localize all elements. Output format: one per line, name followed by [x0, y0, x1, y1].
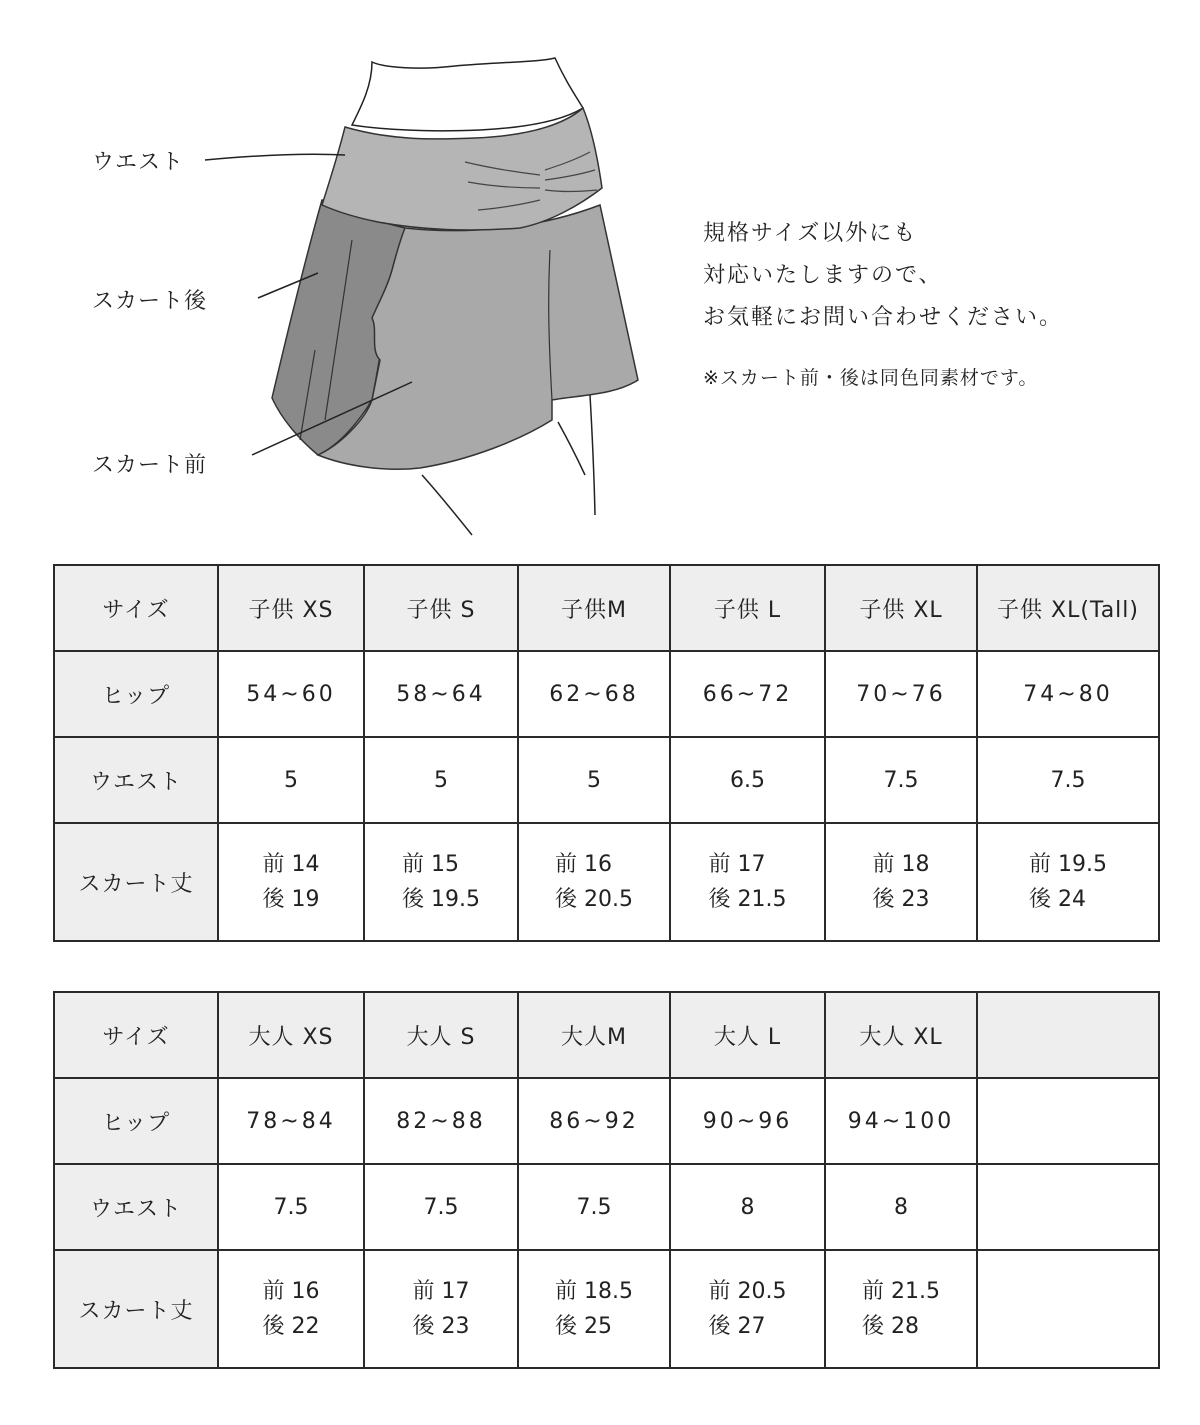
front-length: 前 18.5	[555, 1279, 633, 1304]
waist-cell: 5	[364, 737, 518, 823]
waist-leader-line	[205, 154, 345, 160]
row-label-skirt-length: スカート丈	[54, 1250, 218, 1368]
front-length: 前 20.5	[708, 1279, 787, 1304]
row-label-waist: ウエスト	[54, 1164, 218, 1250]
front-length: 前 19.5	[1029, 852, 1107, 877]
hip-cell: 86~92	[518, 1078, 670, 1164]
length-cell	[218, 823, 364, 941]
length-cell	[977, 1250, 1159, 1368]
front-length: 前 17	[412, 1279, 470, 1304]
same-material-note: ※スカート前・後は同色同素材です。	[703, 367, 1039, 389]
length-cell	[518, 823, 670, 941]
torso-outline	[352, 58, 583, 131]
waist-cell: 7.5	[218, 1164, 364, 1250]
row-label-waist: ウエスト	[54, 737, 218, 823]
back-length: 後 27	[708, 1314, 766, 1339]
leg-right	[558, 422, 585, 475]
waist-cell	[977, 1164, 1159, 1250]
hip-cell: 74~80	[977, 651, 1159, 737]
hip-cell: 58~64	[364, 651, 518, 737]
length-cell	[670, 823, 825, 941]
back-length: 後 25	[555, 1314, 612, 1339]
back-length: 後 23	[412, 1314, 470, 1339]
length-cell	[825, 823, 977, 941]
front-length: 前 17	[708, 852, 766, 877]
waist-cell: 6.5	[670, 737, 825, 823]
row-label-hip: ヒップ	[54, 1078, 218, 1164]
hip-cell: 70~76	[825, 651, 977, 737]
length-cell	[977, 823, 1159, 941]
back-length: 後 23	[872, 887, 930, 912]
waist-cell: 8	[670, 1164, 825, 1250]
skirt-front-callout: スカート前	[92, 453, 208, 478]
hip-cell: 78~84	[218, 1078, 364, 1164]
front-length: 前 16	[262, 1279, 320, 1304]
kids-size-table	[53, 564, 1160, 942]
waist-cell: 5	[218, 737, 364, 823]
table-row	[54, 651, 1159, 737]
row-label-skirt-length: スカート丈	[54, 823, 218, 941]
waist-cell: 8	[825, 1164, 977, 1250]
size-cell: 大人 L	[670, 992, 825, 1078]
size-cell: 大人M	[518, 992, 670, 1078]
waist-cell: 7.5	[518, 1164, 670, 1250]
note-line: 規格サイズ以外にも	[703, 221, 918, 246]
front-length: 前 21.5	[862, 1279, 940, 1304]
front-length: 前 18	[872, 852, 930, 877]
note-line: 対応いたしますので、	[703, 263, 943, 288]
size-cell: 子供 XL	[825, 565, 977, 651]
waist-cell: 7.5	[364, 1164, 518, 1250]
hip-cell: 90~96	[670, 1078, 825, 1164]
size-cell: 子供 XL(Tall)	[977, 565, 1159, 651]
size-cell: 子供 XS	[218, 565, 364, 651]
table-row	[54, 1250, 1159, 1368]
table-row	[54, 565, 1159, 651]
back-length: 後 28	[862, 1314, 919, 1339]
hip-cell: 82~88	[364, 1078, 518, 1164]
size-cell: 大人 XS	[218, 992, 364, 1078]
leg-left	[422, 475, 472, 535]
hip-cell: 54~60	[218, 651, 364, 737]
back-length: 後 19	[262, 887, 320, 912]
adults-size-table	[53, 991, 1160, 1369]
hip-cell: 94~100	[825, 1078, 977, 1164]
hip-cell	[977, 1078, 1159, 1164]
length-cell	[825, 1250, 977, 1368]
waist-cell: 7.5	[977, 737, 1159, 823]
row-label-size: サイズ	[54, 565, 218, 651]
back-length: 後 21.5	[708, 887, 787, 912]
note-line: お気軽にお問い合わせください。	[703, 305, 1064, 330]
length-cell	[218, 1250, 364, 1368]
front-length: 前 16	[555, 852, 612, 877]
hip-cell: 62~68	[518, 651, 670, 737]
custom-size-note	[703, 213, 1063, 399]
back-length: 後 20.5	[555, 887, 633, 912]
size-cell	[977, 992, 1159, 1078]
size-cell: 子供 S	[364, 565, 518, 651]
hip-cell: 66~72	[670, 651, 825, 737]
front-length: 前 14	[262, 852, 320, 877]
size-cell: 子供 L	[670, 565, 825, 651]
size-cell: 大人 XL	[825, 992, 977, 1078]
table-row	[54, 823, 1159, 941]
back-length: 後 24	[1029, 887, 1086, 912]
waist-cell: 7.5	[825, 737, 977, 823]
front-length: 前 15	[402, 852, 459, 877]
table-row	[54, 1164, 1159, 1250]
row-label-hip: ヒップ	[54, 651, 218, 737]
length-cell	[518, 1250, 670, 1368]
table-row	[54, 1078, 1159, 1164]
waist-cell: 5	[518, 737, 670, 823]
back-length: 後 19.5	[402, 887, 480, 912]
row-label-size: サイズ	[54, 992, 218, 1078]
size-cell: 子供M	[518, 565, 670, 651]
table-row	[54, 992, 1159, 1078]
waist-callout: ウエスト	[92, 150, 185, 175]
length-cell	[364, 823, 518, 941]
skirt-back-callout: スカート後	[92, 289, 208, 314]
table-row	[54, 737, 1159, 823]
length-cell	[364, 1250, 518, 1368]
size-cell: 大人 S	[364, 992, 518, 1078]
length-cell	[670, 1250, 825, 1368]
back-length: 後 22	[262, 1314, 320, 1339]
